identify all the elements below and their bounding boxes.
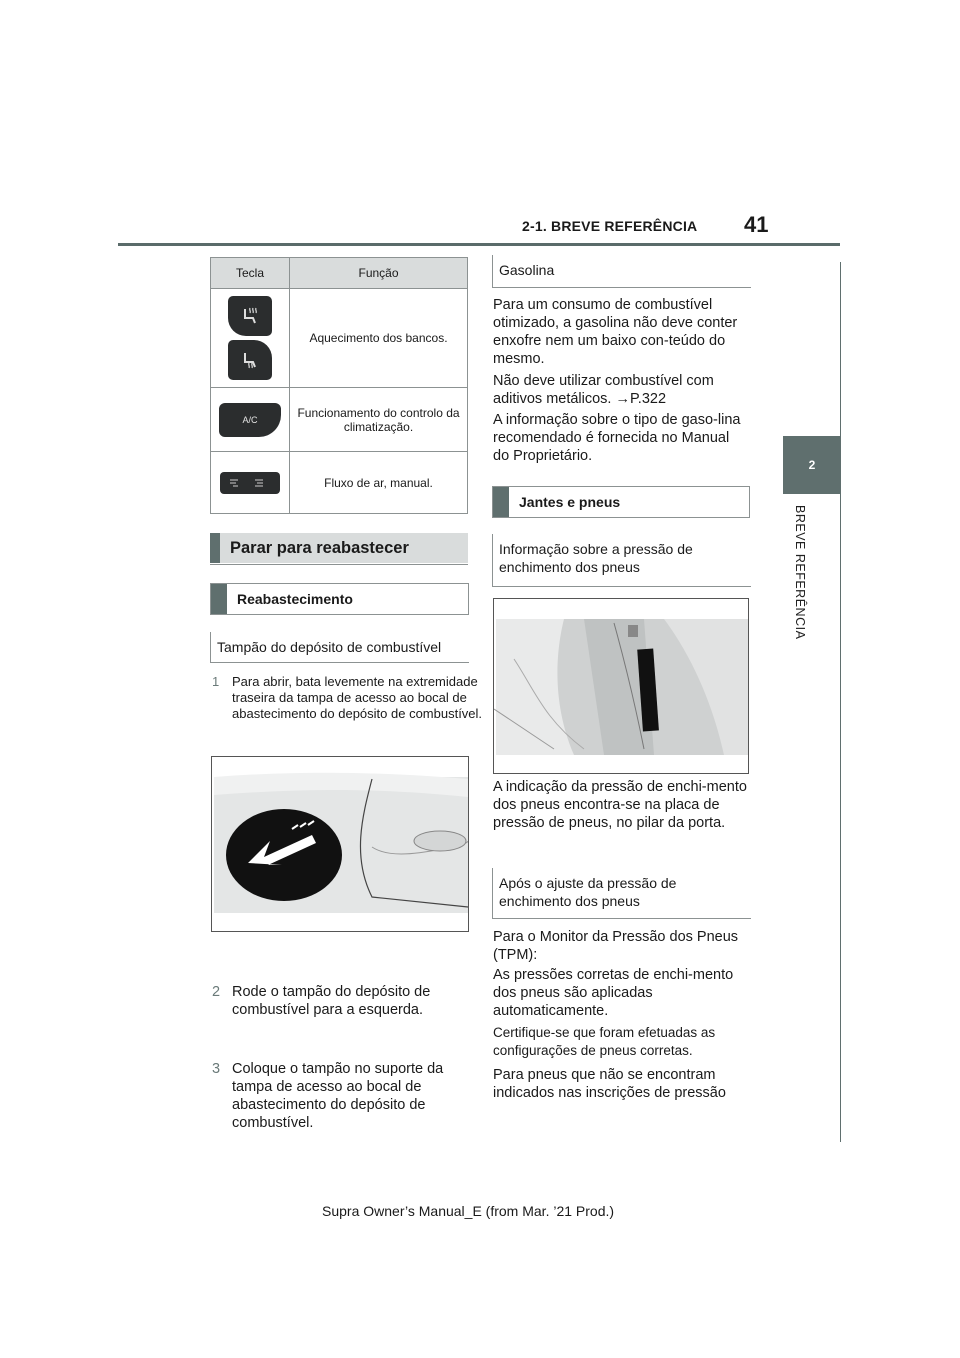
table-cell-function: Funcionamento do controlo da climatização. <box>290 388 468 452</box>
table-row <box>211 452 468 514</box>
page-reference-link[interactable]: →P.322 <box>615 391 667 407</box>
subsection-title: Reabastecimento <box>237 591 353 607</box>
paragraph: As pressões corretas de enchi-mento dos pneus são aplicadas automaticamente. <box>493 967 734 1019</box>
key-function-table <box>210 257 468 514</box>
chapter-tab[interactable]: 2 <box>783 436 841 494</box>
section-title: Parar para reabastecer <box>230 538 409 557</box>
page-number: 41 <box>744 212 769 237</box>
header-rule <box>118 243 840 246</box>
topic-heading: Tampão do depósito de combustível <box>210 632 469 663</box>
topic-heading: Gasolina <box>492 255 751 288</box>
table-header-key: Tecla <box>211 258 290 289</box>
door-pillar-illustration <box>493 598 749 774</box>
table-row <box>211 388 468 452</box>
step-1 <box>212 674 484 722</box>
airflow-buttons-icon <box>220 472 280 494</box>
step-number: 3 <box>212 1061 221 1077</box>
divider <box>210 564 468 565</box>
topic-heading: Após o ajuste da pressão de enchimento dos pneus <box>492 868 751 919</box>
paragraph: Para o Monitor da Pressão dos Pneus (TPM): <box>493 929 739 963</box>
subsection-header <box>492 486 750 518</box>
paragraph: Certifique-se que foram efetuadas as configurações de pneus corretas. <box>493 1025 716 1058</box>
table-cell-function: Fluxo de ar, manual. <box>290 452 468 514</box>
seat-heating-buttons-icon <box>212 296 288 380</box>
step-3 <box>212 1060 484 1132</box>
step-number: 2 <box>212 984 221 1000</box>
topic-heading: Informação sobre a pressão de enchimento dos pneus <box>492 534 751 587</box>
paragraph: A informação sobre o tipo de gaso-lina recomendado é fornecida no Manual do Proprietário. <box>493 412 741 464</box>
step-number: 1 <box>212 674 220 689</box>
paragraph: Para um consumo de combustível otimizado, a gasolina não deve conter enxofre nem um baixo con-teúdo do mesmo. <box>493 297 738 367</box>
step-text: Para abrir, bata levemente na extremidade traseira da tampa de acesso ao bocal de abastecimento do depósito de combustível. <box>232 674 483 721</box>
header-section-title: 2-1. BREVE REFERÊNCIA <box>522 218 698 234</box>
table-header-function: Função <box>290 258 468 289</box>
paragraph: A indicação da pressão de enchi-mento dos pneus encontra-se na placa de pressão de pneus, no pilar da porta. <box>493 779 747 831</box>
step-2 <box>212 983 484 1019</box>
table-cell-function: Aquecimento dos bancos. <box>290 289 468 388</box>
ac-button-icon: A/C <box>219 403 281 437</box>
fuel-flap-illustration <box>211 756 469 932</box>
subsection-header <box>210 583 469 615</box>
step-text: Rode o tampão do depósito de combustível para a esquerda. <box>232 984 431 1018</box>
paragraph-text: Não deve utilizar combustível com aditivos metálicos. <box>493 373 714 407</box>
step-text: Coloque o tampão no suporte da tampa de acesso ao bocal de abastecimento do depósito de combustível. <box>232 1061 444 1131</box>
paragraph <box>493 372 745 408</box>
table-row <box>211 289 468 388</box>
chapter-label: BREVE REFERÊNCIA <box>793 505 807 640</box>
table-cell-icon <box>211 452 290 514</box>
table-cell-icon <box>211 388 290 452</box>
table-cell-icon <box>211 289 290 388</box>
side-divider <box>840 262 841 1142</box>
subsection-title: Jantes e pneus <box>519 494 621 510</box>
paragraph: Para pneus que não se encontram indicados nas inscrições de pressão <box>493 1067 726 1101</box>
section-header <box>210 533 468 563</box>
footer-text: Supra Owner’s Manual_E (from Mar. ’21 Prod.) <box>322 1203 615 1219</box>
